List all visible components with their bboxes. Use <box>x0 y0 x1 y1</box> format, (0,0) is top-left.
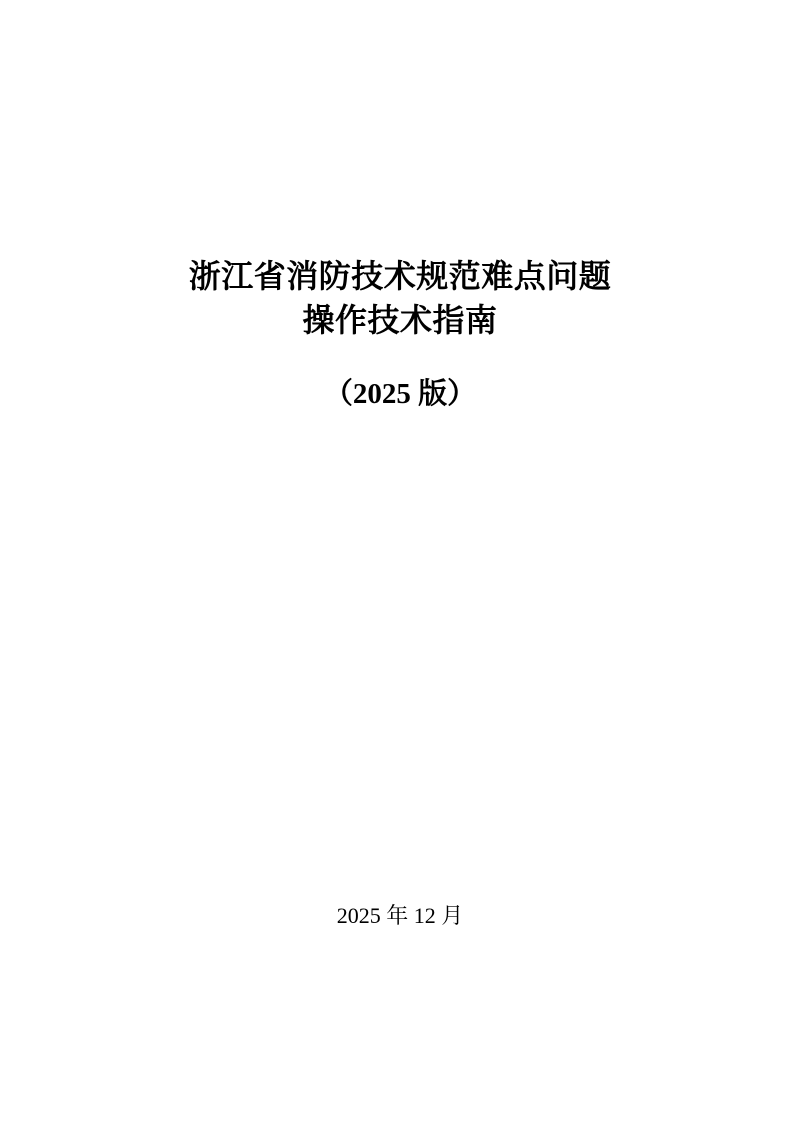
title-line-2: 操作技术指南 <box>302 302 498 338</box>
publication-date: 2025 年 12 月 <box>336 903 464 928</box>
title-line-1: 浙江省消防技术规范难点问题 <box>188 258 612 294</box>
edition-label: （2025 版） <box>323 378 477 410</box>
document-title <box>0 254 800 342</box>
